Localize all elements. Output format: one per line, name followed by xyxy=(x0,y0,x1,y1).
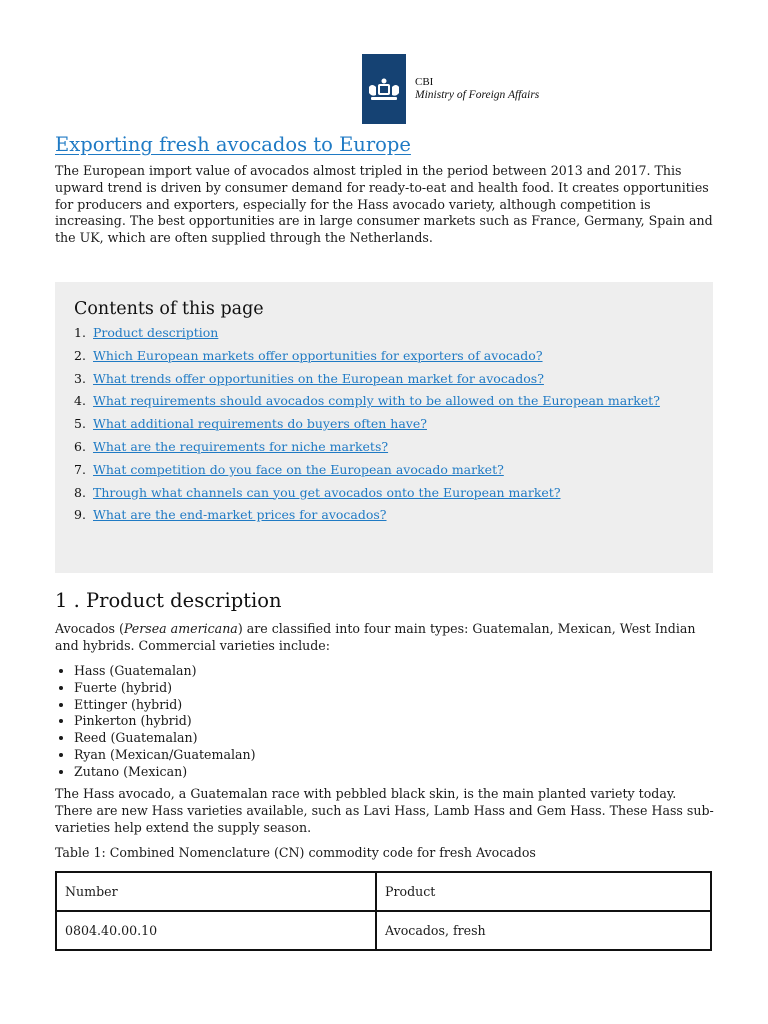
variety-item: • Zutano (Mexican) xyxy=(74,764,256,781)
contents-item-number: 6. xyxy=(74,438,86,454)
section-heading-product-description: 1 . Product description xyxy=(55,589,282,612)
variety-item: • Hass (Guatemalan) xyxy=(74,663,256,680)
variety-item: • Ettinger (hybrid) xyxy=(74,697,256,714)
contents-link[interactable]: What trends offer opportunities on the European market for avocados? xyxy=(93,370,544,386)
contents-item xyxy=(74,439,660,462)
cn-code-table xyxy=(55,871,712,951)
table-header-cell: Number xyxy=(56,872,376,911)
varieties-list xyxy=(55,663,256,781)
contents-item-number: 1. xyxy=(74,325,86,340)
contents-item-number: 2. xyxy=(74,347,86,363)
contents-item-number: 5. xyxy=(74,416,86,432)
contents-item-number: 4. xyxy=(74,393,86,409)
contents-link[interactable]: Through what channels can you get avocados onto the European market? xyxy=(93,484,561,500)
variety-item: • Ryan (Mexican/Guatemalan) xyxy=(74,747,256,764)
cn-table-body xyxy=(56,872,711,950)
contents-item-number: 3. xyxy=(74,370,86,386)
contents-item xyxy=(74,485,660,508)
contents-link[interactable]: Which European markets offer opportunities for exporters of avocado? xyxy=(93,347,543,363)
table-header-cell: Product xyxy=(376,872,711,911)
product-intro-paragraph xyxy=(55,621,715,655)
contents-link[interactable]: What are the end-market prices for avocados? xyxy=(93,507,387,523)
contents-link[interactable]: What competition do you face on the European avocado market? xyxy=(93,461,504,477)
page-title[interactable]: Exporting fresh avocados to Europe xyxy=(55,133,411,156)
table-caption: Table 1: Combined Nomenclature (CN) commodity code for fresh Avocados xyxy=(55,845,536,860)
cbi-logo xyxy=(362,54,539,124)
contents-item-number: 7. xyxy=(74,461,86,477)
variety-item: • Pinkerton (hybrid) xyxy=(74,713,256,730)
contents-link[interactable]: What additional requirements do buyers often have? xyxy=(93,416,427,432)
hass-paragraph: The Hass avocado, a Guatemalan race with pebbled black skin, is the main planted variety today. There are new Hass varieties available, such as Lavi Hass, Lamb Hass and Gem Hass. These Hass sub-varieties help extend the supply season. xyxy=(55,786,714,835)
table-cell: Avocados, fresh xyxy=(376,911,711,950)
contents-item xyxy=(74,393,660,416)
contents-heading: Contents of this page xyxy=(74,299,264,319)
contents-item xyxy=(74,371,660,394)
variety-item: • Reed (Guatemalan) xyxy=(74,730,256,747)
table-of-contents xyxy=(55,282,713,573)
contents-item xyxy=(74,416,660,439)
contents-item xyxy=(74,348,660,371)
variety-item: • Fuerte (hybrid) xyxy=(74,680,256,697)
contents-link[interactable]: What requirements should avocados comply with to be allowed on the European market? xyxy=(93,393,660,409)
p1-text-after: ) are classified into four main types: Guatemalan, Mexican, West Indian and hybrids. Commercial varieties include: xyxy=(55,621,696,653)
table-header-row xyxy=(56,872,711,911)
logo-ministry: Ministry of Foreign Affairs xyxy=(415,89,540,101)
contents-link[interactable]: Product description xyxy=(93,325,219,340)
p1-text-before: Avocados ( xyxy=(55,621,124,636)
table-row xyxy=(56,911,711,950)
coat-of-arms-icon xyxy=(366,78,402,102)
latin-name: Persea americana xyxy=(123,621,238,636)
intro-paragraph: The European import value of avocados almost tripled in the period between 2013 and 2017. This upward trend is driven by consumer demand for ready-to-eat and health food. It creates opportunities for producers and exporters, especially for the Hass avocado variety, although competition is increasing. The best opportunities are in large consumer markets such as France, Germany, Spain and the UK, which are often supplied through the Netherlands. xyxy=(55,163,713,246)
contents-item xyxy=(74,507,660,530)
contents-list xyxy=(74,325,660,530)
contents-item xyxy=(74,325,660,348)
contents-item-number: 9. xyxy=(74,507,86,523)
contents-item xyxy=(74,462,660,485)
contents-link[interactable]: What are the requirements for niche markets? xyxy=(93,438,389,454)
logo-org: CBI xyxy=(415,76,434,88)
logo-emblem xyxy=(362,54,406,124)
contents-item-number: 8. xyxy=(74,484,86,500)
logo-text xyxy=(415,76,539,102)
table-cell: 0804.40.00.10 xyxy=(56,911,376,950)
